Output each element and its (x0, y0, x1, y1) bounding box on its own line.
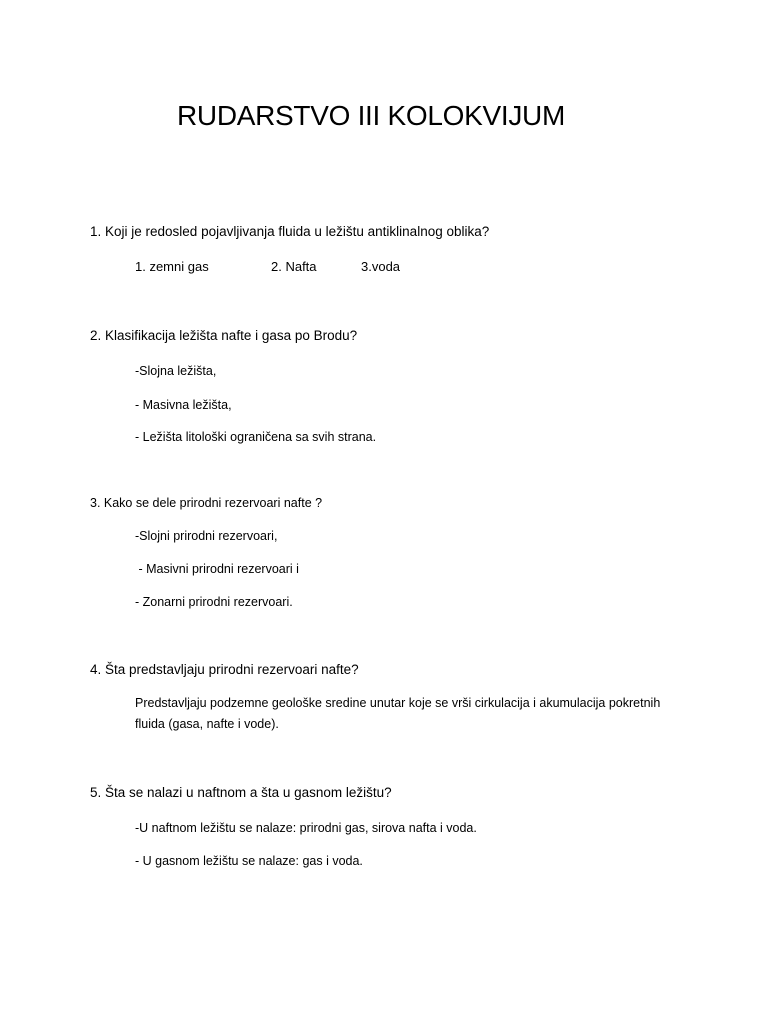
answer-3-item-1: -Slojni prirodni rezervoari, (135, 529, 278, 543)
document-title: RUDARSTVO III KOLOKVIJUM (177, 100, 565, 131)
question-5: 5. Šta se nalazi u naftnom a šta u gasnom ležištu? (90, 785, 392, 800)
answer-3-item-3: - Zonarni prirodni rezervoari. (135, 595, 293, 609)
answer-2-item-3: - Ležišta litološki ograničena sa svih strana. (135, 430, 377, 444)
question-4: 4. Šta predstavljaju prirodni rezervoari nafte? (90, 662, 359, 677)
question-2: 2. Klasifikacija ležišta nafte i gasa po Brodu? (90, 328, 358, 343)
answer-2-item-1: -Slojna ležišta, (135, 364, 217, 378)
answer-3-item-2: - Masivni prirodni rezervoari i (135, 562, 299, 576)
answer-2-item-2: - Masivna ležišta, (135, 398, 232, 412)
answer-1-item-3: 3.voda (361, 259, 401, 274)
question-3: 3. Kako se dele prirodni rezervoari nafte ? (90, 496, 323, 510)
question-1: 1. Koji je redosled pojavljivanja fluida u ležištu antiklinalnog oblika? (90, 224, 490, 239)
answer-5-item-2: - U gasnom ležištu se nalaze: gas i voda. (135, 854, 363, 868)
answer-1-item-1: 1. zemni gas (135, 259, 209, 274)
answer-1-item-2: 2. Nafta (271, 259, 317, 274)
answer-5-item-1: -U naftnom ležištu se nalaze: prirodni gas, sirova nafta i voda. (135, 821, 477, 835)
answer-4-paragraph: Predstavljaju podzemne geološke sredine unutar koje se vrši cirkulacija i akumulacija pokretnih fluida (gasa, nafte i vode). (135, 696, 661, 731)
